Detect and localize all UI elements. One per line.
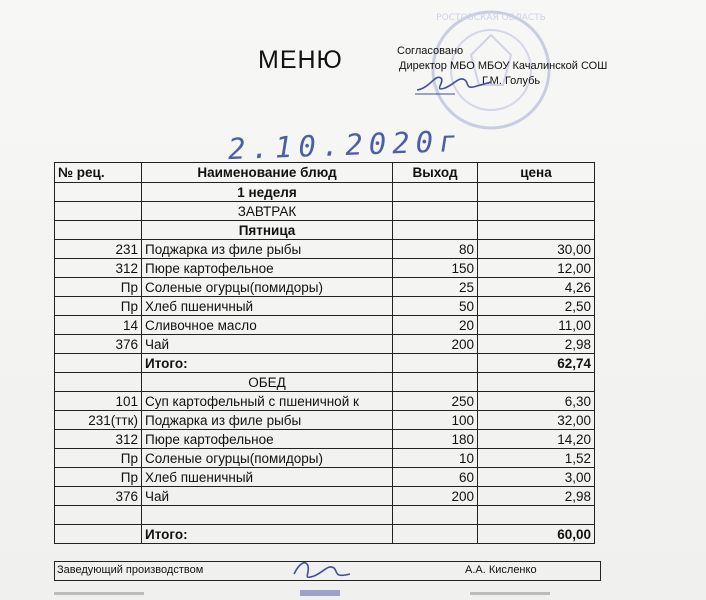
recipe-code: 231 <box>55 240 142 259</box>
dish-price: 11,00 <box>478 316 595 335</box>
total-row <box>55 354 595 373</box>
dish-price: 1,52 <box>478 449 595 468</box>
dish-yield: 50 <box>393 297 478 316</box>
dish-yield: 100 <box>393 411 478 430</box>
dish-yield: 80 <box>393 240 478 259</box>
recipe-code: 14 <box>55 316 142 335</box>
table-row <box>55 240 595 259</box>
dish-yield: 20 <box>393 316 478 335</box>
table-row <box>55 430 595 449</box>
signatory-role: Заведующий производством <box>57 564 204 576</box>
table-header-row <box>55 163 595 183</box>
handwritten-date: 2.10.2020г <box>227 123 464 167</box>
recipe-code: 312 <box>55 259 142 278</box>
table-row <box>55 297 595 316</box>
page-title: МЕНЮ <box>258 46 343 74</box>
column-header: Наименование блюд <box>142 163 393 183</box>
recipe-code: 376 <box>55 487 142 506</box>
lunch-rows <box>55 392 595 506</box>
approval-position: Директор МБО МБОУ Качалинской СОШ <box>399 60 608 72</box>
recipe-code: Пр <box>55 468 142 487</box>
dish-price: 12,00 <box>478 259 595 278</box>
total-value: 60,00 <box>478 525 595 544</box>
dish-name: Сливочное масло <box>142 316 393 335</box>
recipe-code: Пр <box>55 297 142 316</box>
recipe-code: 231(ттк) <box>55 411 142 430</box>
dish-yield: 200 <box>393 487 478 506</box>
dish-name: Хлеб пшеничный <box>142 297 393 316</box>
dish-name: Соленые огурцы(помидоры) <box>142 278 393 297</box>
dish-name: Пюре картофельное <box>142 430 393 449</box>
dish-name: Чай <box>142 335 393 354</box>
approval-label: Согласовано <box>397 45 464 57</box>
table-row <box>55 487 595 506</box>
dish-price: 14,20 <box>478 430 595 449</box>
dish-yield: 150 <box>393 259 478 278</box>
section-row <box>55 202 595 221</box>
total-value: 62,74 <box>478 354 595 373</box>
table-row <box>55 335 595 354</box>
recipe-code: Пр <box>55 449 142 468</box>
manager-signature <box>290 556 360 584</box>
empty-row <box>55 506 595 525</box>
section-row <box>55 183 595 202</box>
table-row <box>55 278 595 297</box>
dish-price: 2,98 <box>478 335 595 354</box>
dish-yield: 250 <box>393 392 478 411</box>
day-label: Пятница <box>142 221 393 240</box>
table-row <box>55 392 595 411</box>
dish-name: Соленые огурцы(помидоры) <box>142 449 393 468</box>
svg-text:РОСТОВСКАЯ ОБЛАСТЬ: РОСТОВСКАЯ ОБЛАСТЬ <box>436 13 546 23</box>
dish-price: 32,00 <box>478 411 595 430</box>
dish-price: 2,98 <box>478 487 595 506</box>
dish-name: Чай <box>142 487 393 506</box>
dish-yield: 200 <box>393 335 478 354</box>
section-row <box>55 221 595 240</box>
dish-price: 30,00 <box>478 240 595 259</box>
dish-price: 3,00 <box>478 468 595 487</box>
dish-name: Пюре картофельное <box>142 259 393 278</box>
cropped-next-line <box>0 586 706 600</box>
dish-price: 4,26 <box>478 278 595 297</box>
total-label: Итого: <box>142 525 393 544</box>
table-row <box>55 411 595 430</box>
table-row <box>55 468 595 487</box>
director-signature <box>415 70 495 98</box>
recipe-code: Пр <box>55 278 142 297</box>
table-row <box>55 259 595 278</box>
total-label: Итого: <box>142 354 393 373</box>
column-header: цена <box>478 163 595 183</box>
total-row <box>55 525 595 544</box>
section-row <box>55 373 595 392</box>
dish-yield: 25 <box>393 278 478 297</box>
dish-name: Суп картофельный с пшеничной к <box>142 392 393 411</box>
dish-price: 2,50 <box>478 297 595 316</box>
recipe-code: 376 <box>55 335 142 354</box>
approval-name: Г.М. Голубь <box>482 75 541 87</box>
dish-price: 6,30 <box>478 392 595 411</box>
meal-label: ЗАВТРАК <box>142 202 393 221</box>
menu-table <box>54 162 595 544</box>
table-row <box>55 316 595 335</box>
signatory-name: А.А. Кисленко <box>465 564 537 576</box>
dish-yield: 10 <box>393 449 478 468</box>
breakfast-rows <box>55 240 595 354</box>
dish-yield: 60 <box>393 468 478 487</box>
dish-name: Поджарка из филе рыбы <box>142 240 393 259</box>
table-row <box>55 449 595 468</box>
recipe-code: 101 <box>55 392 142 411</box>
dish-name: Поджарка из филе рыбы <box>142 411 393 430</box>
dish-name: Хлеб пшеничный <box>142 468 393 487</box>
meal-label: ОБЕД <box>142 373 393 392</box>
recipe-code: 312 <box>55 430 142 449</box>
dish-yield: 180 <box>393 430 478 449</box>
column-header: Выход <box>393 163 478 183</box>
column-header: № рец. <box>55 163 142 183</box>
week-label: 1 неделя <box>142 183 393 202</box>
